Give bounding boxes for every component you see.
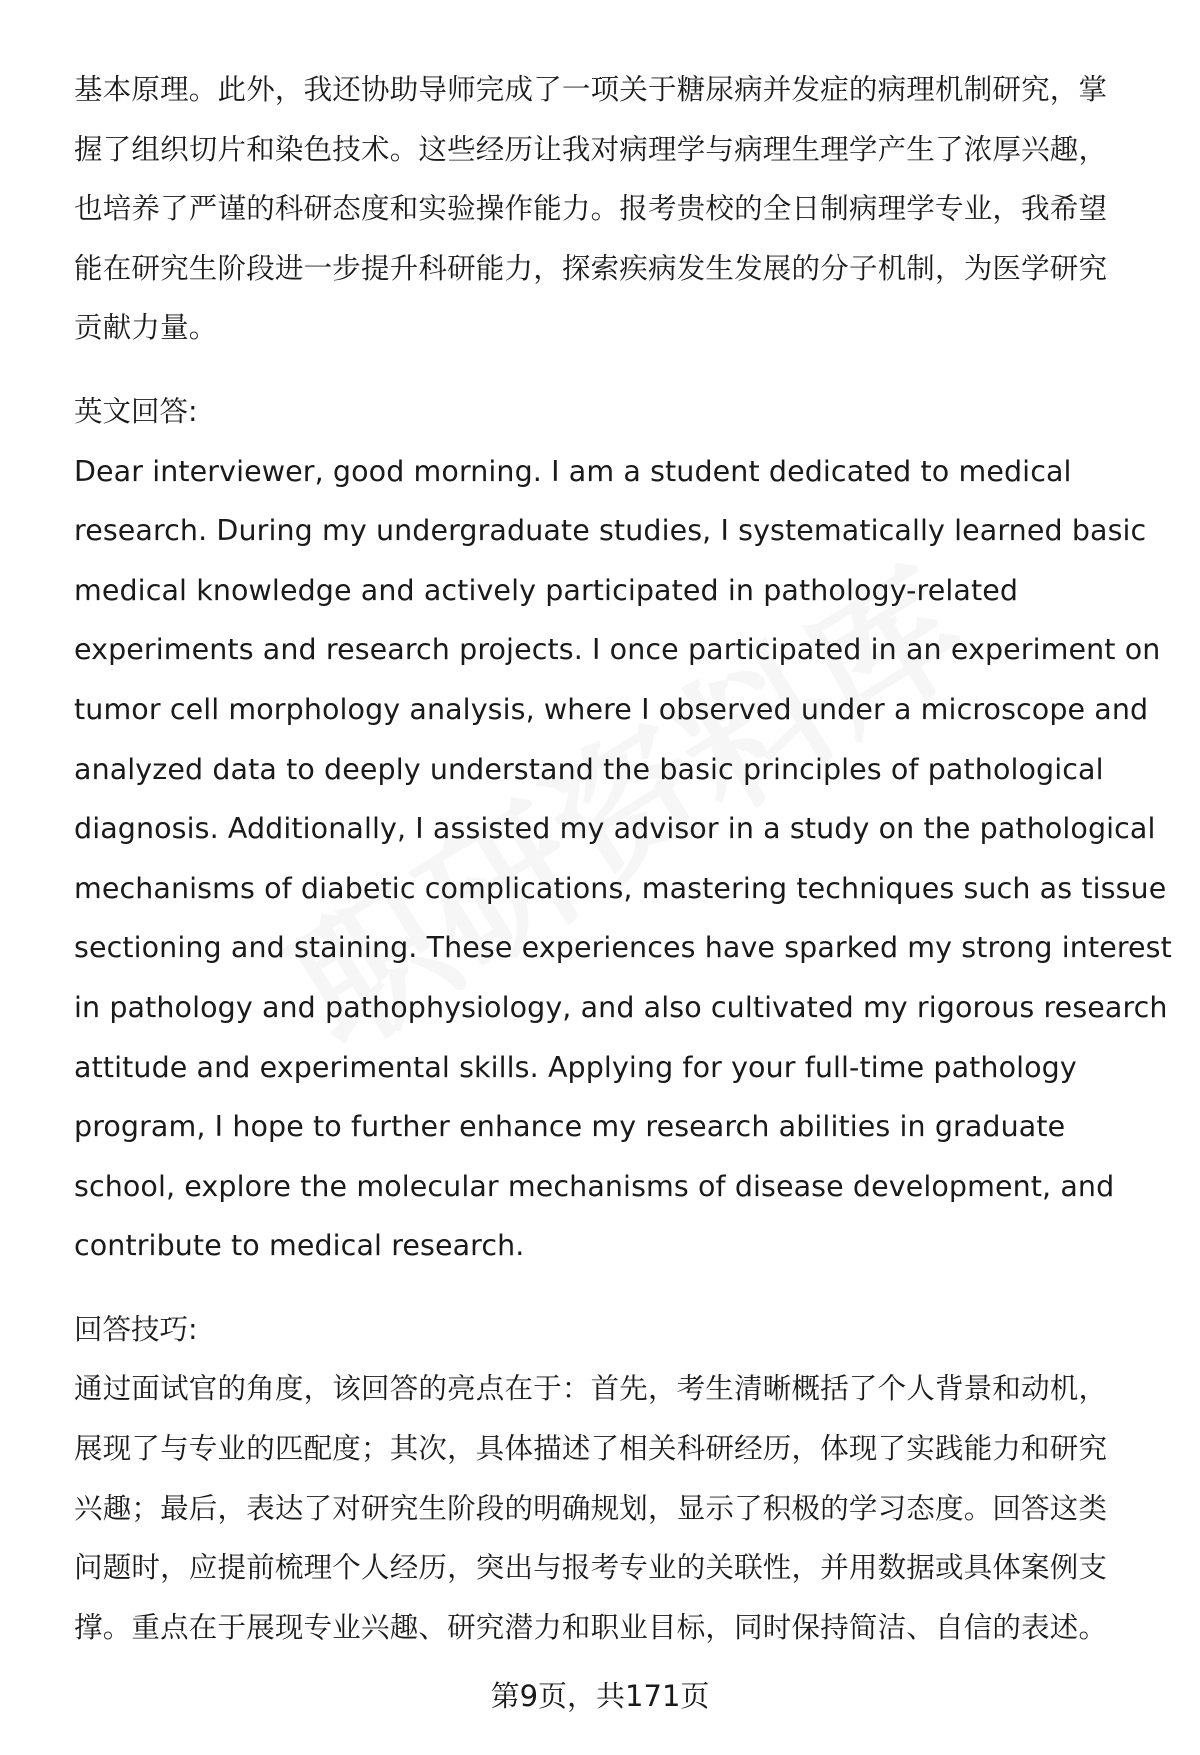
- tips-line: 撑。重点在于展现专业兴趣、研究潜力和职业目标，同时保持简洁、自信的表述。: [74, 1610, 1108, 1644]
- english-line: sectioning and staining. These experiences have sparked my strong interest: [74, 931, 1172, 965]
- english-line: mechanisms of diabetic complications, mastering techniques such as tissue: [74, 871, 1167, 905]
- intro-line: 也培养了严谨的科研态度和实验操作能力。报考贵校的全日制病理学专业，我希望: [74, 192, 1108, 226]
- english-line: program, I hope to further enhance my research abilities in graduate: [74, 1110, 1066, 1144]
- tips-line: 展现了与专业的匹配度；其次，具体描述了相关科研经历，体现了实践能力和研究: [74, 1432, 1108, 1466]
- page-number-footer: 第9页，共171页: [490, 1679, 710, 1713]
- intro-line: 贡献力量。: [74, 311, 218, 345]
- english-line: Dear interviewer, good morning. I am a student dedicated to medical: [74, 454, 1072, 488]
- intro-paragraph: [74, 60, 1164, 358]
- english-line: analyzed data to deeply understand the basic principles of pathological: [74, 752, 1104, 786]
- english-line: in pathology and pathophysiology, and also cultivated my rigorous research: [74, 990, 1168, 1024]
- english-line: attitude and experimental skills. Applying for your full-time pathology: [74, 1050, 1077, 1084]
- tips-line: 问题时，应提前梳理个人经历，突出与报考专业的关联性，并用数据或具体案例支: [74, 1551, 1108, 1585]
- english-answer-paragraph: [74, 442, 1172, 1276]
- english-line: tumor cell morphology analysis, where I observed under a microscope and: [74, 692, 1149, 726]
- tips-line: 通过面试官的角度，该回答的亮点在于：首先，考生清晰概括了个人背景和动机，: [74, 1372, 1108, 1406]
- english-line: research. During my undergraduate studies, I systematically learned basic: [74, 514, 1147, 548]
- answer-tips-heading: 回答技巧:: [74, 1312, 198, 1346]
- english-line: contribute to medical research.: [74, 1229, 525, 1263]
- english-line: diagnosis. Additionally, I assisted my advisor in a study on the pathological: [74, 812, 1156, 846]
- intro-line: 能在研究生阶段进一步提升科研能力，探索疾病发生发展的分子机制，为医学研究: [74, 251, 1108, 285]
- english-line: experiments and research projects. I once participated in an experiment on: [74, 633, 1161, 667]
- english-line: school, explore the molecular mechanisms of disease development, and: [74, 1169, 1115, 1203]
- english-line: medical knowledge and actively participated in pathology-related: [74, 573, 1019, 607]
- answer-tips-paragraph: [74, 1359, 1164, 1657]
- tips-line: 兴趣；最后，表达了对研究生阶段的明确规划，显示了积极的学习态度。回答这类: [74, 1491, 1108, 1525]
- intro-line: 基本原理。此外，我还协助导师完成了一项关于糖尿病并发症的病理机制研究，掌: [74, 73, 1108, 106]
- intro-line: 握了组织切片和染色技术。这些经历让我对病理学与病理生理学产生了浓厚兴趣，: [74, 132, 1108, 166]
- document-page: [74, 60, 1172, 1657]
- english-answer-heading: 英文回答:: [74, 394, 198, 428]
